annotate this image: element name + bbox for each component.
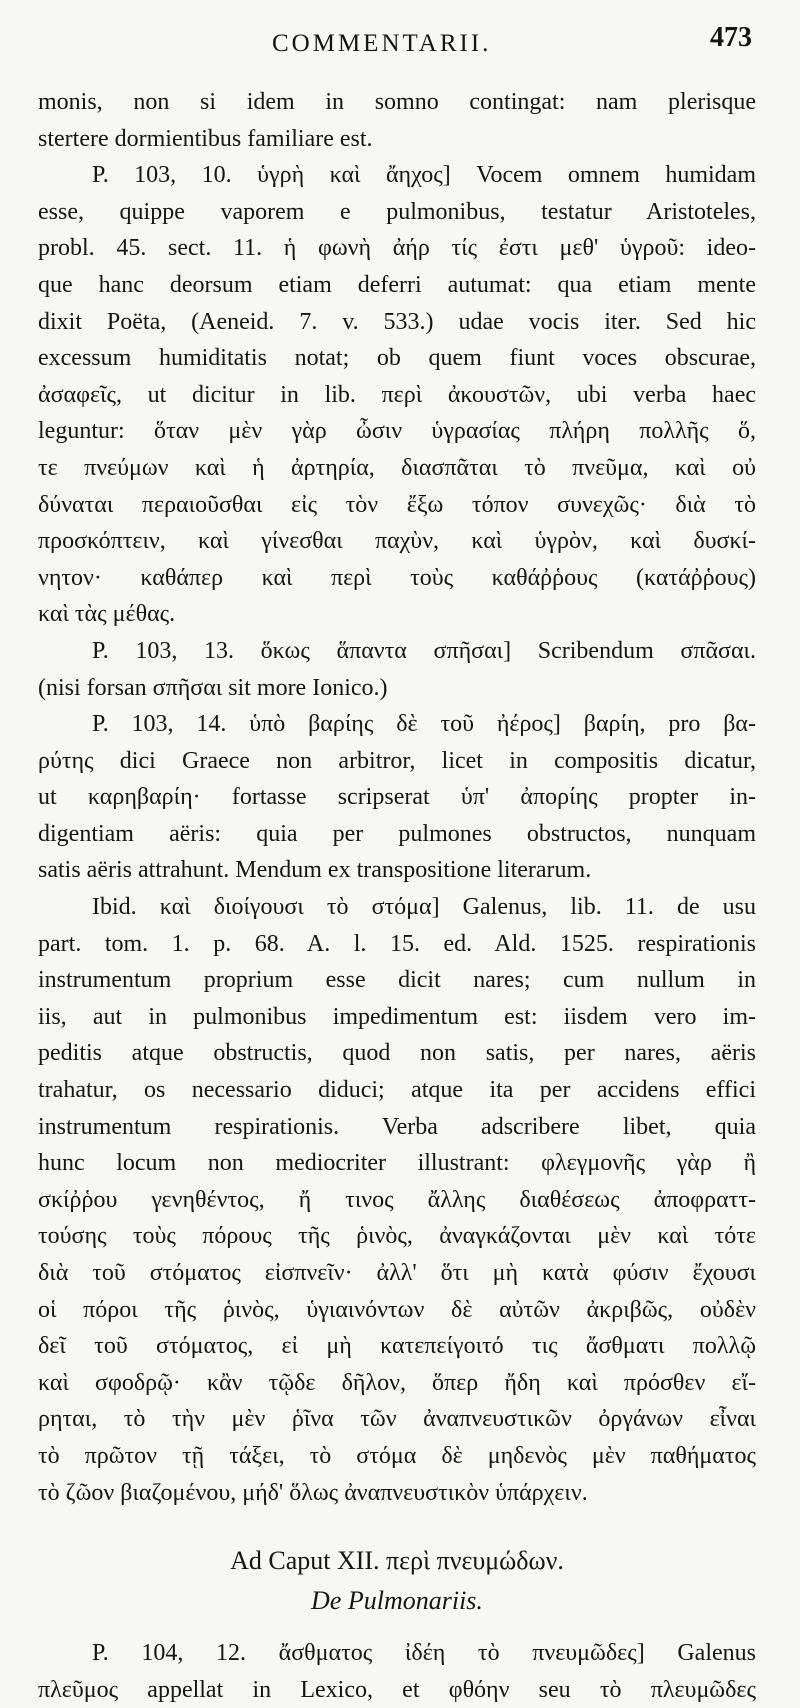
text-line: trahatur, os necessario diduci; atque ita per accidens effici	[38, 1077, 756, 1104]
text-line: esse, quippe vaporem e pulmonibus, testatur Aristoteles,	[38, 198, 756, 225]
text-line: stertere dormientibus familiare est.	[38, 125, 373, 152]
text-line: (nisi forsan σπῆσαι sit more Ionico.)	[38, 674, 388, 701]
text-line: excessum humiditatis notat; ob quem fiunt voces obscurae,	[38, 345, 756, 372]
text-line: dixit Poëta, (Aeneid. 7. v. 533.) udae vocis iter. Sed hic	[38, 308, 756, 335]
text-line: P. 103, 13. ὅκως ἅπαντα σπῆσαι] Scribendum σπᾶσαι.	[92, 637, 756, 664]
text-line: καὶ τὰς μέθας.	[38, 601, 176, 628]
running-title: COMMENTARII.	[272, 30, 492, 57]
section-spacer	[38, 1511, 756, 1541]
text-line: τὸ ζῶον βιαζομένου, μήδ' ὅλως ἀναπνευστικὸν ὑπάρχειν.	[38, 1479, 588, 1506]
text-line: δύναται περαιοῦσθαι εἰς τὸν ἔξω τόπον συνεχῶς· διὰ τὸ	[38, 491, 756, 518]
text-line: Ibid. καὶ διοίγουσι τὸ στόμα] Galenus, lib. 11. de usu	[92, 894, 756, 921]
text-line: ρύτης dici Graece non arbitror, licet in compositis dicatur,	[38, 747, 756, 774]
text-line: σκίῤῥου γενηθέντος, ἤ τινος ἄλλης διαθέσεως ἀποφραττ-	[38, 1186, 756, 1213]
text-line: iis, aut in pulmonibus impedimentum est: iisdem vero im-	[38, 1003, 756, 1030]
text-line: καὶ σφοδρῷ· κἂν τῷδε δῆλον, ὅπερ ἤδη καὶ πρόσθεν εἴ-	[38, 1369, 756, 1396]
text-line: peditis atque obstructis, quod non satis, per nares, aëris	[38, 1040, 756, 1067]
text-line: hunc locum non mediocriter illustrant: φλεγμονῆς γὰρ ἢ	[38, 1150, 756, 1177]
text-line: προσκόπτειν, καὶ γίνεσθαι παχὺν, καὶ ὑγρὸν, καὶ δυσκί-	[38, 528, 756, 555]
text-line: P. 103, 14. ὑπὸ βαρίης δὲ τοῦ ἠέρος] βαρίη, pro βα-	[92, 711, 756, 738]
text-line: part. tom. 1. p. 68. A. l. 15. ed. Ald. 1525. respirationis	[38, 930, 756, 957]
text-line: ρηται, τὸ τὴν μὲν ῥῖνα τῶν ἀναπνευστικῶν ὀργάνων εἶναι	[38, 1406, 756, 1433]
text-line: instrumentum proprium esse dicit nares; cum nullum in	[38, 967, 756, 994]
running-head	[0, 22, 800, 62]
text-line: P. 103, 10. ὑγρὴ καὶ ἄηχος] Vocem omnem humidam	[92, 162, 756, 189]
text-line: P. 104, 12. ἄσθματος ἰδέη τὸ πνευμῶδες] Galenus	[92, 1640, 756, 1667]
text-line: διὰ τοῦ στόματος εἰσπνεῖν· ἀλλ' ὅτι μὴ κατὰ φύσιν ἔχουσι	[38, 1260, 756, 1286]
text-line: τὸ πρῶτον τῇ τάξει, τὸ στόμα δὲ μηδενὸς μὲν παθήματος	[38, 1442, 756, 1469]
text-line: νητον· καθάπερ καὶ περὶ τοὺς καθάῤῥους (κατάῤῥους)	[38, 564, 756, 591]
text-line: satis aëris attrahunt. Mendum ex transpositione literarum.	[38, 857, 592, 884]
main-text	[38, 84, 756, 1708]
section-heading: Ad Caput XII. περὶ πνευμώδων.	[230, 1546, 564, 1576]
text-line: probl. 45. sect. 11. ἡ φωνὴ ἀήρ τίς ἐστι μεθ' ὑγροῦ: ideo-	[38, 235, 756, 262]
text-line: πλεῦμος appellat in Lexico, et φθόην seu τὸ πλευμῶδες	[38, 1676, 756, 1703]
text-line: que hanc deorsum etiam deferri autumat: qua etiam mente	[38, 271, 756, 298]
text-line: instrumentum respirationis. Verba adscribere libet, quia	[38, 1113, 756, 1140]
text-line: οἱ πόροι τῆς ῥινὸς, ὑγιαινόντων δὲ αὐτῶν ἀκριβῶς, οὐδὲν	[38, 1296, 756, 1323]
text-line: τούσης τοὺς πόρους τῆς ῥινὸς, ἀναγκάζονται μὲν καὶ τότε	[38, 1223, 756, 1250]
section-subheading: De Pulmonariis.	[311, 1586, 483, 1616]
section-spacer	[38, 1621, 756, 1635]
text-line: τε πνεύμων καὶ ἡ ἀρτηρία, διασπᾶται τὸ πνεῦμα, καὶ οὐ	[38, 454, 756, 481]
text-line: monis, non si idem in somno contingat: nam plerisque	[38, 89, 756, 115]
text-line: digentiam aëris: quia per pulmones obstructos, nunquam	[38, 820, 756, 847]
text-line: δεῖ τοῦ στόματος, εἰ μὴ κατεπείγοιτό τις ἄσθματι πολλῷ	[38, 1333, 756, 1360]
text-line: leguntur: ὅταν μὲν γὰρ ὦσιν ὑγρασίας πλήρη πολλῆς ὅ,	[38, 418, 756, 445]
page-number: 473	[710, 22, 752, 53]
text-line: ut καρηβαρίη· fortasse scripserat ὑπ' ἀπορίης propter in-	[38, 784, 756, 811]
text-line: ἀσαφεῖς, ut dicitur in lib. περὶ ἀκουστῶν, ubi verba haec	[38, 381, 756, 408]
